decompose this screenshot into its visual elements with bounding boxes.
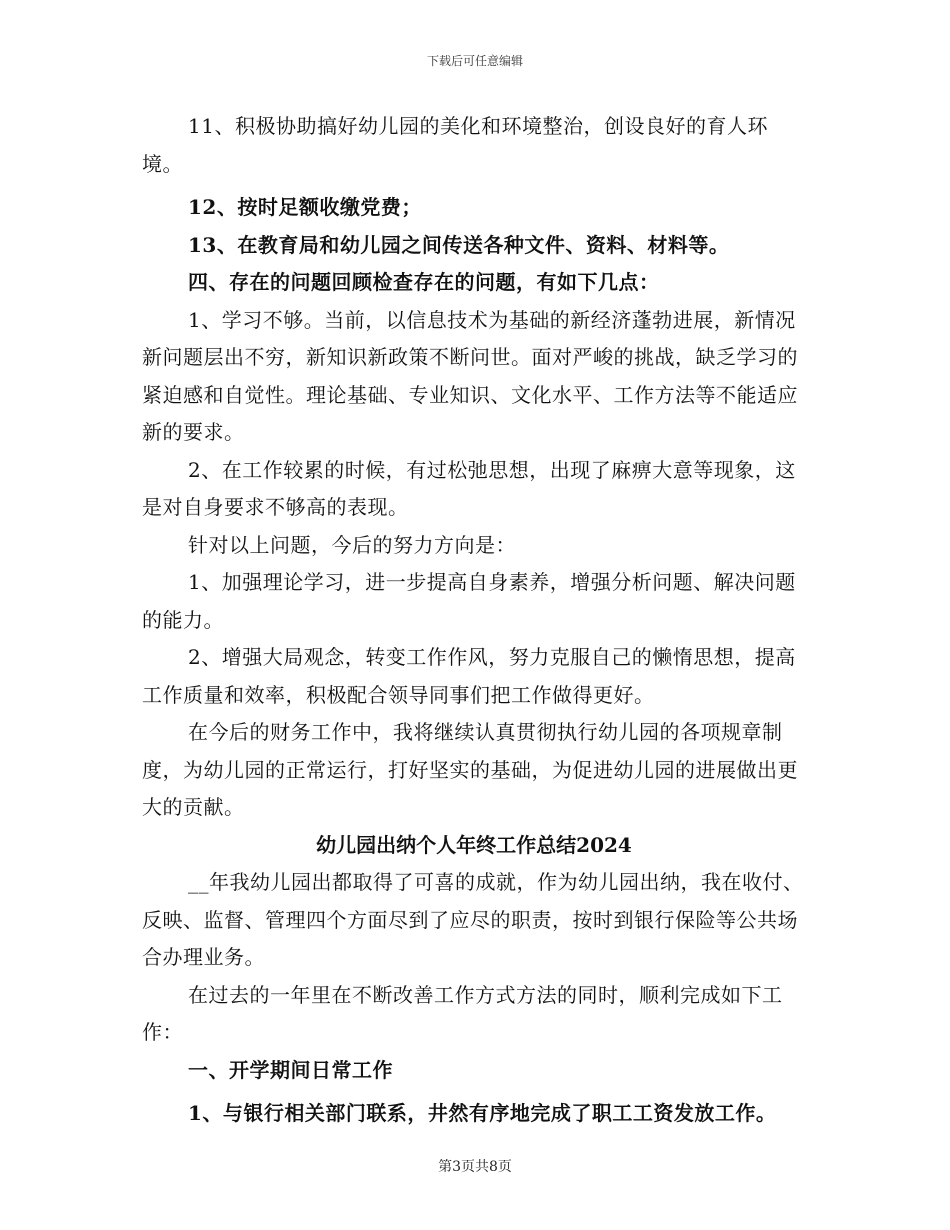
paragraph-12: 12、按时足额收缴党费；	[188, 195, 422, 219]
paragraph-problem-2: 2、在工作较累的时候，有过松弛思想，出现了麻痹大意等现象，这是对自身要求不够高的表现。	[142, 457, 796, 519]
paragraph-direction-2: 2、增强大局观念，转变工作作风，努力克服自己的懒惰思想，提高工作质量和效率，积极配合领导同事们把工作做得更好。	[142, 645, 796, 707]
paragraph-problem-1: 1、学习不够。当前，以信息技术为基础的新经济蓬勃进展，新情况新问题层出不穷，新知识新政策不断问世。面对严峻的挑战，缺乏学习的紧迫感和自觉性。理论基础、专业知识、文化水平、工作方法等不能适应新的要求。	[142, 307, 798, 444]
document-body	[142, 108, 806, 1133]
paragraph-item-1: 1、与银行相关部门联系，井然有序地完成了职工工资发放工作。	[188, 1101, 777, 1125]
paragraph-11: 11、积极协助搞好幼儿园的美化和环境整治，创设良好的育人环境。	[142, 114, 768, 176]
page-footer: 第3页共8页	[438, 1159, 512, 1175]
section-heading-1: 一、开学期间日常工作	[188, 1057, 393, 1082]
paragraph-direction-1: 1、加强理论学习，进一步提高自身素养，增强分析问题、解决问题的能力。	[142, 570, 796, 632]
paragraph-conclusion: 在今后的财务工作中，我将继续认真贯彻执行幼儿园的各项规章制度，为幼儿园的正常运行，打好坚实的基础，为促进幼儿园的进展做出更大的贡献。	[142, 720, 798, 819]
section-heading-4: 四、存在的问题回顾检查存在的问题，有如下几点：	[188, 270, 660, 294]
paragraph-summary-work: 在过去的一年里在不断改善工作方式方法的同时，顺利完成如下工作：	[142, 982, 783, 1044]
paragraph-summary-intro: __年我幼儿园出都取得了可喜的成就，作为幼儿园出纳，我在收付、反映、监督、管理四个方面尽到了应尽的职责，按时到银行保险等公共场合办理业务。	[142, 870, 804, 969]
paragraph-direction-intro: 针对以上问题，今后的努力方向是：	[188, 532, 516, 557]
page-header: 下载后可任意编辑	[426, 54, 523, 68]
paragraph-13: 13、在教育局和幼儿园之间传送各种文件、资料、材料等。	[188, 232, 730, 257]
section-title: 幼儿园出纳个人年终工作总结2024	[316, 832, 632, 857]
